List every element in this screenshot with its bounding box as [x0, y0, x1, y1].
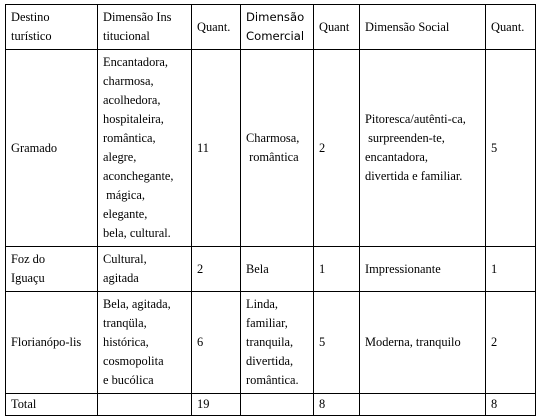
- cell-social: Impressionante: [360, 247, 486, 292]
- cell-destino: Gramado: [6, 50, 98, 247]
- cell-quant-comercial: 2: [314, 50, 360, 247]
- header-comercial: Dimensão Comercial: [241, 5, 314, 50]
- cell-institucional: Cultural, agitada: [98, 247, 192, 292]
- header-social: Dimensão Social: [360, 5, 486, 50]
- cell-comercial: Charmosa, romântica: [241, 50, 314, 247]
- header-quant-social: Quant.: [486, 5, 536, 50]
- cell-quant-institucional: 2: [192, 247, 241, 292]
- table-row-florianopolis: [6, 292, 536, 394]
- header-row: [6, 5, 536, 50]
- cell-empty: [241, 394, 314, 416]
- cell-total-quant-institucional: 19: [192, 394, 241, 416]
- cell-destino: Foz do Iguaçu: [6, 247, 98, 292]
- cell-quant-social: 2: [486, 292, 536, 394]
- table-row-foz-do-iguacu: [6, 247, 536, 292]
- header-quant-institucional: Quant.: [192, 5, 241, 50]
- cell-social: Pitoresca/autênti-ca, surpreenden-te, encantadora, divertida e familiar.: [360, 50, 486, 247]
- header-destino: Destino turístico: [6, 5, 98, 50]
- header-quant-comercial: Quant: [314, 5, 360, 50]
- cell-quant-social: 1: [486, 247, 536, 292]
- cell-quant-social: 5: [486, 50, 536, 247]
- cell-comercial: Linda, familiar, tranquila, divertida, romântica.: [241, 292, 314, 394]
- cell-empty: [360, 394, 486, 416]
- cell-quant-institucional: 6: [192, 292, 241, 394]
- cell-institucional: Encantadora, charmosa, acolhedora, hospitaleira, romântica, alegre, aconchegante, mágica, elegante, bela, cultural.: [98, 50, 192, 247]
- table-row-gramado: [6, 50, 536, 247]
- header-institucional: Dimensão Ins titucional: [98, 5, 192, 50]
- cell-social: Moderna, tranquilo: [360, 292, 486, 394]
- cell-quant-institucional: 11: [192, 50, 241, 247]
- cell-quant-comercial: 1: [314, 247, 360, 292]
- cell-institucional: Bela, agitada, tranqüla, histórica, cosmopolita e bucólica: [98, 292, 192, 394]
- table-row-total: [6, 394, 536, 416]
- cell-total-label: Total: [6, 394, 98, 416]
- cell-quant-comercial: 5: [314, 292, 360, 394]
- cell-total-quant-social: 8: [486, 394, 536, 416]
- cell-total-quant-comercial: 8: [314, 394, 360, 416]
- cell-destino: Florianópo-lis: [6, 292, 98, 394]
- cell-comercial: Bela: [241, 247, 314, 292]
- destinations-table: [5, 4, 536, 416]
- cell-empty: [98, 394, 192, 416]
